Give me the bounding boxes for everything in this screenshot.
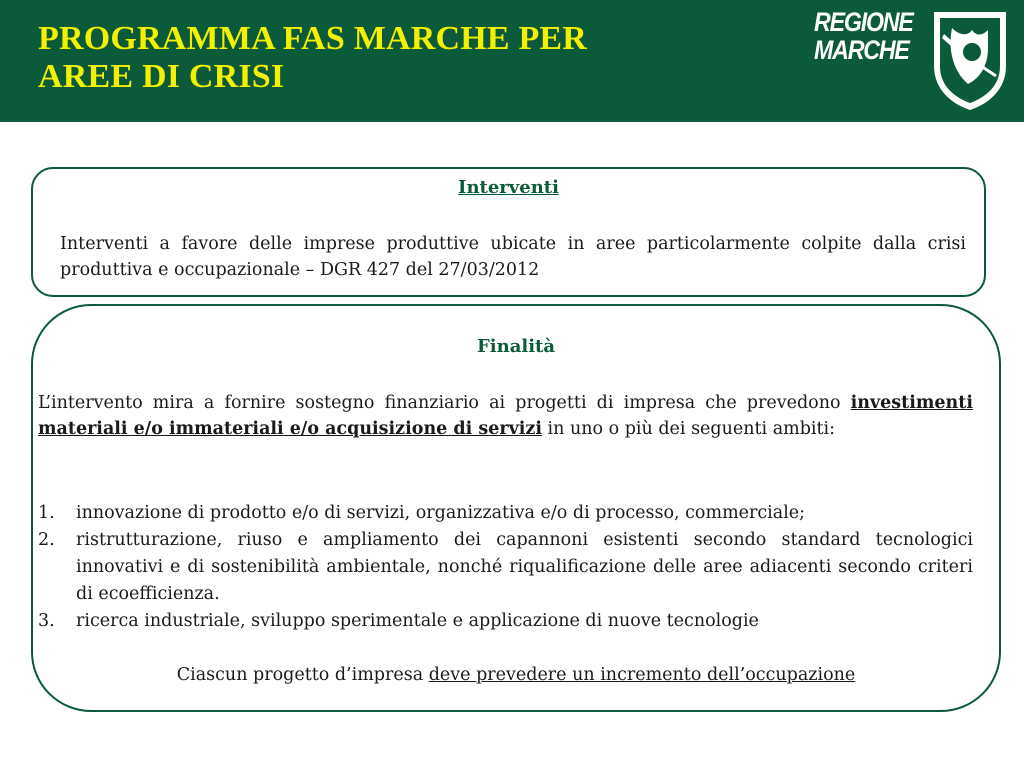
- finalita-heading: Finalità: [476, 336, 556, 357]
- interventi-heading: Interventi: [458, 177, 559, 198]
- logo-shield-icon: [930, 8, 1010, 112]
- list-item-text: ristrutturazione, riuso e ampliamento dei capannoni esistenti secondo standard tecnologici innovativi e di sostenibilità ambientale, nonché riqualificazione delle aree adiacenti secondo criteri di ecoefficienza.: [76, 530, 973, 604]
- logo-wordmark: [814, 8, 921, 64]
- closing-note: [33, 662, 999, 688]
- ambiti-list: [38, 500, 973, 635]
- finalita-intro-text: L’intervento mira a fornire sostegno finanziario ai progetti di impresa che prevedono: [38, 393, 851, 413]
- finalita-box: [31, 304, 1001, 712]
- list-item-text: ricerca industriale, sviluppo sperimentale e applicazione di nuove tecnologie: [76, 611, 759, 631]
- page-title-line-1: PROGRAMMA FAS MARCHE PER: [38, 20, 588, 57]
- regione-marche-logo: [814, 8, 1014, 112]
- logo-wordmark-line-1: REGIONE: [814, 7, 913, 37]
- finalita-intro-end: in uno o più dei seguenti ambiti:: [541, 419, 836, 439]
- list-item-number: 2.: [38, 530, 55, 550]
- list-item: [38, 500, 973, 527]
- closing-note-underlined: deve prevedere un incremento dell’occupazione: [428, 665, 856, 685]
- interventi-box: [31, 167, 986, 297]
- interventi-text: Interventi a favore delle imprese produttive ubicate in aree particolarmente colpite dalla crisi produttiva e occupazionale – DGR 427 del 27/03/2012: [60, 234, 966, 280]
- list-item-number: 3.: [38, 611, 55, 631]
- page-title-line-2: AREE DI CRISI: [38, 58, 285, 95]
- page-title: [38, 20, 678, 96]
- logo-wordmark-line-2: MARCHE: [814, 35, 909, 65]
- finalita-intro: [38, 390, 973, 442]
- header-bar: [0, 0, 1024, 122]
- list-item-text: innovazione di prodotto e/o di servizi, organizzativa e/o di processo, commerciale;: [76, 503, 806, 523]
- finalita-intro-bold: investimenti materiali e/o immateriali e/o acquisizione di servizi: [38, 393, 973, 439]
- list-item: [38, 608, 973, 635]
- list-item-number: 1.: [38, 503, 55, 523]
- closing-note-text: Ciascun progetto d’impresa: [176, 665, 429, 685]
- list-item: [38, 527, 973, 608]
